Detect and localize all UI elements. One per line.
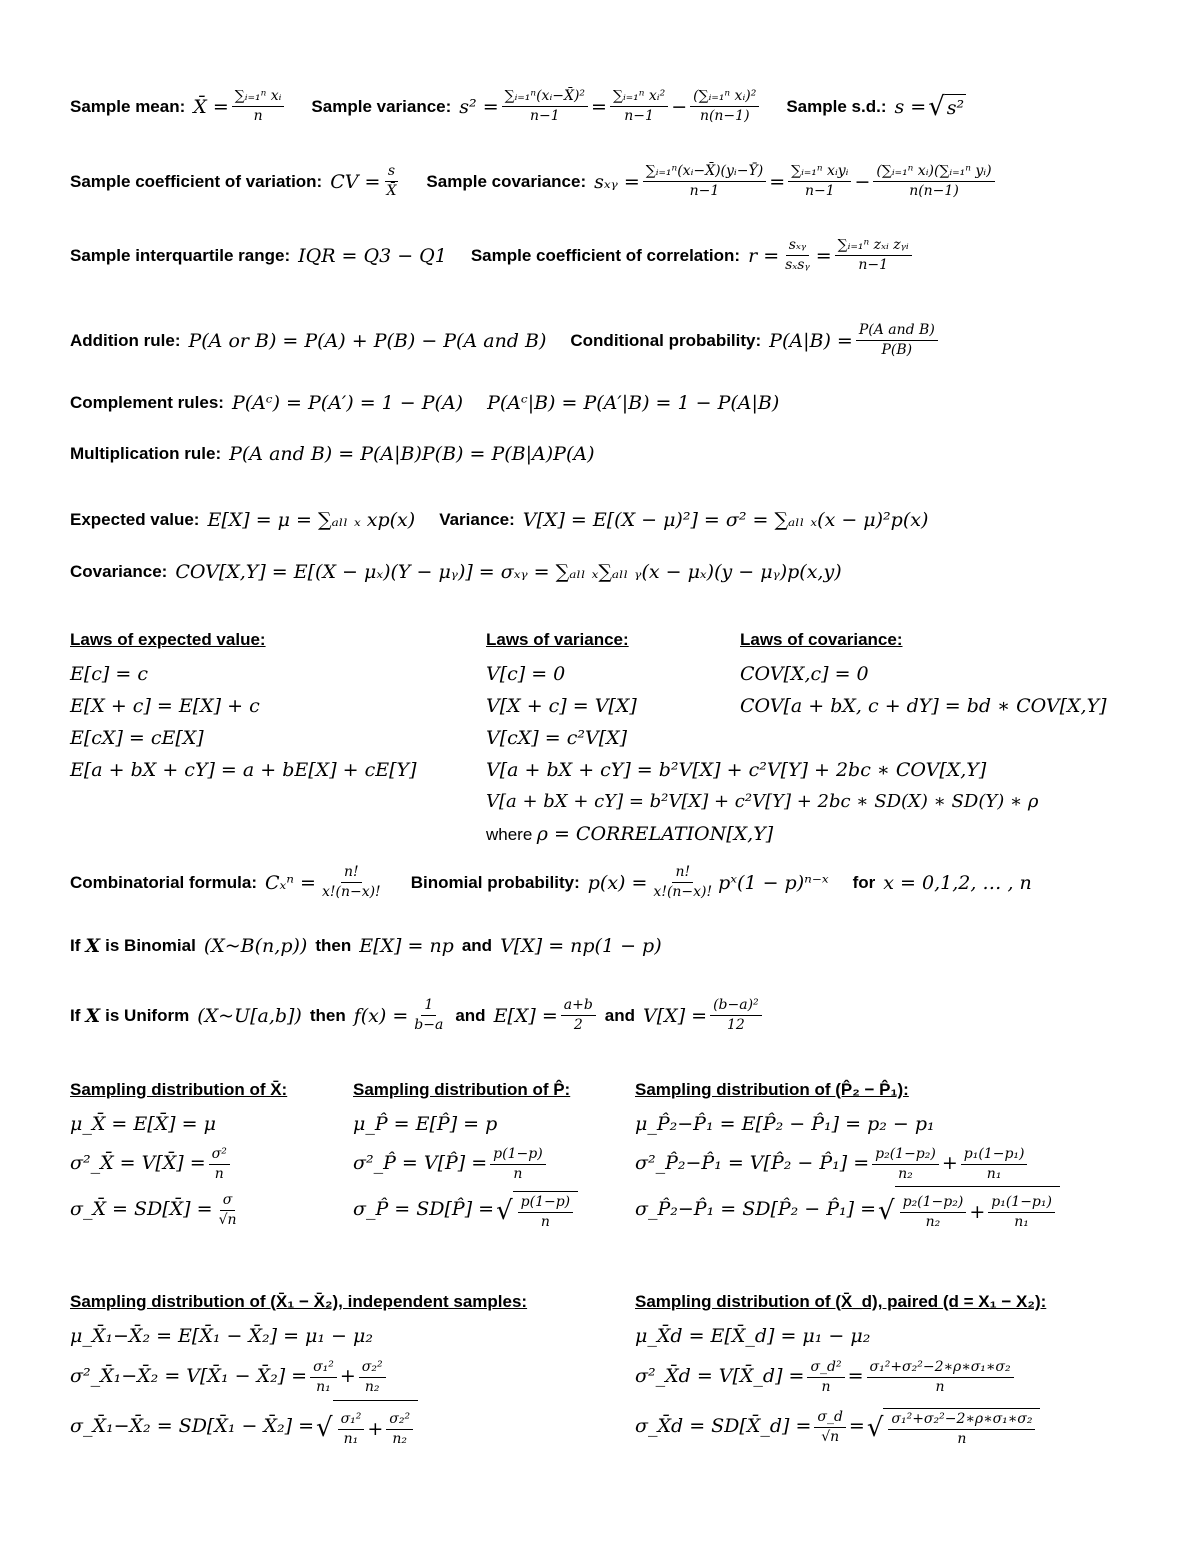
x1-x2-sd: σ_X̄₁−X̄₂ = SD[X̄₁ − X̄₂] = √ $\frac{\text{σ₁²}}{\text{n₁}}$ + $\frac{\text{σ₂²}}{\text{n₂}}$ bbox=[70, 1400, 527, 1452]
iqr-label: Sample interquartile range: bbox=[70, 245, 291, 265]
is-binomial-text: is Binomial bbox=[105, 936, 196, 955]
xbar-mean: μ_X̄ = E[X̄] = μ bbox=[70, 1113, 216, 1135]
for-word: for bbox=[852, 872, 876, 892]
then-word: then bbox=[315, 936, 352, 955]
x1-x2-mean: μ_X̄₁−X̄₂ = E[X̄₁ − X̄₂] = μ₁ − μ₂ bbox=[70, 1325, 373, 1347]
sample-mean-fraction: $\frac{\text{∑ᵢ₌₁ⁿ xᵢ}}{n}$ bbox=[232, 88, 285, 125]
and-word: and bbox=[604, 1005, 636, 1025]
correlation-label: Sample coefficient of correlation: bbox=[470, 245, 741, 265]
combinatorial-label: Combinatorial formula: bbox=[70, 872, 258, 892]
iqr-expression: IQR = Q3 − Q1 bbox=[298, 244, 447, 267]
sampling-dist-xd-title: Sampling distribution of (X̄_d), paired (d = X₁ − X₂): bbox=[635, 1292, 1047, 1311]
binomial-probability-rest: pˣ(1 − p)ⁿ⁻ˣ bbox=[718, 871, 829, 894]
cv-label: Sample coefficient of variation: bbox=[70, 171, 323, 191]
sample-mean-variance-sd-row bbox=[70, 88, 966, 125]
conditional-probability-fraction: $\frac{\text{P(A and B)}}{P(B)}$ bbox=[856, 322, 938, 359]
binomial-distribution: (X~B(n,p)) bbox=[203, 935, 308, 957]
correlation-lhs: r = bbox=[748, 244, 780, 267]
law-item: COV[X,c] = 0 bbox=[740, 663, 869, 685]
addition-rule-expression: P(A or B) = P(A) + P(B) − P(A and B) bbox=[188, 329, 547, 352]
covariance-label: Covariance: bbox=[70, 562, 168, 581]
minus-sign: − bbox=[671, 95, 688, 118]
sample-sd-lhs: s = bbox=[894, 95, 927, 118]
covariance-row bbox=[70, 561, 842, 583]
then-word: then bbox=[309, 1005, 346, 1025]
xd-sd: σ_X̄d = SD[X̄_d] = $\frac{\sigma\_d}{√n}$ = √ $\frac{\text{σ₁²+σ₂²−2∗ρ∗σ₁∗σ₂}}{n}$ bbox=[635, 1400, 1046, 1452]
covariance-expression: COV[X,Y] = E[(X − μₓ)(Y − μᵧ)] = σₓᵧ = ∑ₐₗₗ ₓ∑ₐₗₗ ᵧ(x − μₓ)(y − μᵧ)p(x,y) bbox=[175, 561, 842, 583]
phat-mean: μ_P̂ = E[P̂] = p bbox=[353, 1113, 498, 1135]
law-item: V[a + bX + cY] = b²V[X] + c²V[Y] + 2bc ∗ COV[X,Y] bbox=[486, 759, 987, 781]
equals-sign: = bbox=[591, 95, 607, 118]
binomial-moments-row bbox=[70, 935, 662, 957]
uniform-density-lhs: f(x) = bbox=[353, 1004, 409, 1027]
sampling-dist-x1-x2 bbox=[70, 1292, 527, 1452]
sample-sd-label: Sample s.d.: bbox=[786, 96, 887, 116]
law-item: E[X + c] = E[X] + c bbox=[70, 695, 260, 717]
correlation-fraction-2: $\frac{\text{∑ᵢ₌₁ⁿ zₓᵢ zᵧᵢ}}{n-1}$ bbox=[835, 237, 912, 274]
xd-mean: μ_X̄d = E[X̄_d] = μ₁ − μ₂ bbox=[635, 1325, 871, 1347]
variance-expression: V[X] = E[(X − μ)²] = σ² = ∑ₐₗₗ ₓ(x − μ)²p(x) bbox=[522, 509, 929, 531]
complement-rule-1: P(Aᶜ) = P(A′) = 1 − P(A) bbox=[231, 392, 464, 414]
uniform-distribution: (X~U[a,b]) bbox=[197, 1004, 302, 1027]
sample-variance-fraction-2: $\frac{\text{∑ᵢ₌₁ⁿ xᵢ²}}{n-1}$ bbox=[610, 88, 668, 125]
sample-covariance-fraction-1: $\frac{\text{∑ᵢ₌₁ⁿ(xᵢ−X̄)(yᵢ−Ȳ)}}{n-1}$ bbox=[643, 163, 766, 200]
law-item: E[cX] = cE[X] bbox=[70, 727, 204, 749]
sampling-dist-phat bbox=[353, 1080, 578, 1232]
binomial-domain: x = 0,1,2, … , n bbox=[883, 871, 1032, 894]
uniform-expectation-lhs: E[X] = bbox=[493, 1004, 558, 1027]
law-item: E[c] = c bbox=[70, 663, 148, 685]
expected-value-variance-row bbox=[70, 509, 928, 531]
xbar-variance: σ²_X̄ = V[X̄] = $\frac{\text{σ²}}{n}$ bbox=[70, 1140, 287, 1186]
sample-variance-fraction-3: $\frac{\text{(∑ᵢ₌₁ⁿ xᵢ)²}}{n(n-1)}$ bbox=[690, 88, 759, 125]
sample-variance-fraction-1: $\frac{\text{∑ᵢ₌₁ⁿ(xᵢ−X̄)²}}{n-1}$ bbox=[502, 88, 588, 125]
expected-value-expression: E[X] = μ = ∑ₐₗₗ ₓ xp(x) bbox=[207, 509, 416, 531]
x-variable: X bbox=[85, 1004, 101, 1027]
addition-conditional-row bbox=[70, 322, 941, 359]
minus-sign: − bbox=[854, 170, 871, 193]
p2-p1-mean: μ_P̂₂−P̂₁ = E[P̂₂ − P̂₁] = p₂ − p₁ bbox=[635, 1113, 935, 1135]
sample-covariance-fraction-3: $\frac{\text{(∑ᵢ₌₁ⁿ xᵢ)(∑ᵢ₌₁ⁿ yᵢ)}}{n(n-1)}$ bbox=[873, 163, 994, 200]
p2-p1-variance: σ²_P̂₂−P̂₁ = V[P̂₂ − P̂₁] = $\frac{\text{p₂(1−p₂)}}{\text{n₂}}$ + $\frac{\text{p₁(1−p₁)}}{\text{n₁}}$ bbox=[635, 1140, 1060, 1186]
if-word: If bbox=[70, 1005, 81, 1025]
iqr-correlation-row bbox=[70, 237, 915, 274]
binomial-probability-lhs: p(x) = bbox=[587, 871, 648, 894]
sampling-dist-x1-x2-title: Sampling distribution of (X̄₁ − X̄₂), independent samples: bbox=[70, 1292, 528, 1311]
sample-mean-lhs: X̄ = bbox=[193, 95, 229, 118]
expected-value-label: Expected value: bbox=[70, 510, 200, 529]
xbar-sd: σ_X̄ = SD[X̄] = $\frac{\sigma}{√n}$ bbox=[70, 1192, 237, 1229]
sample-covariance-lhs: sₓᵧ = bbox=[594, 170, 640, 193]
laws-of-covariance-title: Laws of covariance: bbox=[740, 630, 903, 649]
laws-of-expected-value-title: Laws of expected value: bbox=[70, 630, 266, 649]
if-word: If bbox=[70, 936, 81, 955]
is-uniform-text: is Uniform bbox=[105, 1005, 190, 1025]
law-item: E[a + bX + cY] = a + bE[X] + cE[Y] bbox=[70, 759, 417, 781]
law-item: V[c] = 0 bbox=[486, 663, 566, 685]
x1-x2-variance: σ²_X̄₁−X̄₂ = V[X̄₁ − X̄₂] = $\frac{\text{σ₁²}}{\text{n₁}}$ + $\frac{\text{σ₂²}}{\text{n₂}}$ bbox=[70, 1352, 527, 1400]
xd-variance: σ²_X̄d = V[X̄_d] = $\frac{\text{σ\_d²}}{n}$ = $\frac{\text{σ₁²+σ₂²−2∗ρ∗σ₁∗σ₂}}{n}$ bbox=[635, 1352, 1046, 1400]
binomial-expectation: E[X] = np bbox=[359, 935, 454, 957]
laws-of-expected-value bbox=[70, 630, 416, 786]
law-item: V[cX] = c²V[X] bbox=[486, 727, 628, 749]
variance-label: Variance: bbox=[439, 510, 515, 529]
p2-p1-sd: σ_P̂₂−P̂₁ = SD[P̂₂ − P̂₁] = √ $\frac{\text{p₂(1−p₂)}}{\text{n₂}}$ + $\frac{\text{p₁(1−p₁)}}{\text{n₁}}$ bbox=[635, 1186, 1060, 1232]
sampling-dist-xbar-title: Sampling distribution of X̄: bbox=[70, 1080, 288, 1099]
law-item: COV[a + bX, c + dY] = bd ∗ COV[X,Y] bbox=[740, 695, 1107, 717]
rho-definition: ρ = CORRELATION[X,Y] bbox=[536, 823, 774, 845]
complement-rules-label: Complement rules: bbox=[70, 393, 224, 412]
and-word: and bbox=[455, 1005, 486, 1025]
sample-covariance-fraction-2: $\frac{\text{∑ᵢ₌₁ⁿ xᵢyᵢ}}{n-1}$ bbox=[788, 163, 851, 200]
binomial-probability-fraction: $\frac{n!}{x!(n-x)!}$ bbox=[653, 864, 713, 900]
complement-rules-row bbox=[70, 392, 779, 414]
multiplication-rule-expression: P(A and B) = P(A|B)P(B) = P(B|A)P(A) bbox=[229, 443, 595, 465]
combinatorial-binomial-row bbox=[70, 864, 1032, 901]
where-word: where bbox=[486, 825, 533, 844]
complement-rule-2: P(Aᶜ|B) = P(A′|B) = 1 − P(A|B) bbox=[487, 392, 780, 414]
combinatorial-fraction: $\frac{n!}{x!(n-x)!}$ bbox=[321, 864, 381, 900]
and-word: and bbox=[461, 936, 493, 955]
correlation-fraction-1: $\frac{\text{sₓᵧ}}{\text{sₓsᵧ}}$ bbox=[785, 237, 810, 273]
sampling-dist-phat-title: Sampling distribution of P̂: bbox=[353, 1080, 571, 1099]
sampling-dist-p2-p1-title: Sampling distribution of (P̂₂ − P̂₁): bbox=[635, 1080, 909, 1099]
conditional-probability-label: Conditional probability: bbox=[570, 330, 762, 350]
sampling-dist-xd bbox=[635, 1292, 1046, 1452]
uniform-row bbox=[70, 997, 765, 1034]
cv-fraction: $\frac{s}{X̄}$ bbox=[386, 163, 397, 199]
equals-sign: = bbox=[769, 170, 786, 193]
sample-variance-lhs: s² = bbox=[459, 95, 499, 118]
equals-sign: = bbox=[815, 244, 832, 267]
uniform-density-fraction: $\frac{1}{b-a}$ bbox=[414, 997, 444, 1033]
uniform-expectation-fraction: $\frac{a+b}{2}$ bbox=[561, 997, 596, 1034]
addition-rule-label: Addition rule: bbox=[70, 330, 181, 350]
multiplication-rule-row bbox=[70, 443, 595, 465]
multiplication-rule-label: Multiplication rule: bbox=[70, 444, 222, 463]
uniform-variance-lhs: V[X] = bbox=[643, 1004, 708, 1027]
cv-covariance-row bbox=[70, 163, 998, 200]
law-item: V[X + c] = V[X] bbox=[486, 695, 637, 717]
phat-variance: σ²_P̂ = V[P̂] = $\frac{p(1-p)}{n}$ bbox=[353, 1140, 578, 1186]
sample-sd-sqrt: √ s² bbox=[928, 91, 965, 122]
sample-covariance-label: Sample covariance: bbox=[426, 171, 587, 191]
x-variable: X bbox=[85, 935, 101, 957]
binomial-variance: V[X] = np(1 − p) bbox=[500, 935, 662, 957]
conditional-probability-lhs: P(A|B) = bbox=[769, 329, 853, 352]
sample-variance-label: Sample variance: bbox=[311, 96, 452, 116]
sampling-dist-p2-p1 bbox=[635, 1080, 1060, 1232]
cv-lhs: CV = bbox=[330, 170, 381, 193]
phat-sd: σ_P̂ = SD[P̂] = √ $\frac{p(1-p)}{n}$ bbox=[353, 1186, 578, 1232]
laws-of-variance-title: Laws of variance: bbox=[486, 630, 629, 649]
laws-of-covariance bbox=[740, 630, 1107, 722]
law-where-line bbox=[486, 818, 1039, 850]
sampling-dist-xbar bbox=[70, 1080, 287, 1232]
combinatorial-lhs: Cₓⁿ = bbox=[265, 871, 316, 894]
law-item: V[a + bX + cY] = b²V[X] + c²V[Y] + 2bc ∗ SD(X) ∗ SD(Y) ∗ ρ bbox=[486, 791, 1039, 812]
binomial-probability-label: Binomial probability: bbox=[410, 872, 580, 892]
uniform-variance-fraction: $\frac{\text{(b−a)²}}{12}$ bbox=[710, 997, 762, 1034]
sample-mean-label: Sample mean: bbox=[70, 96, 186, 116]
